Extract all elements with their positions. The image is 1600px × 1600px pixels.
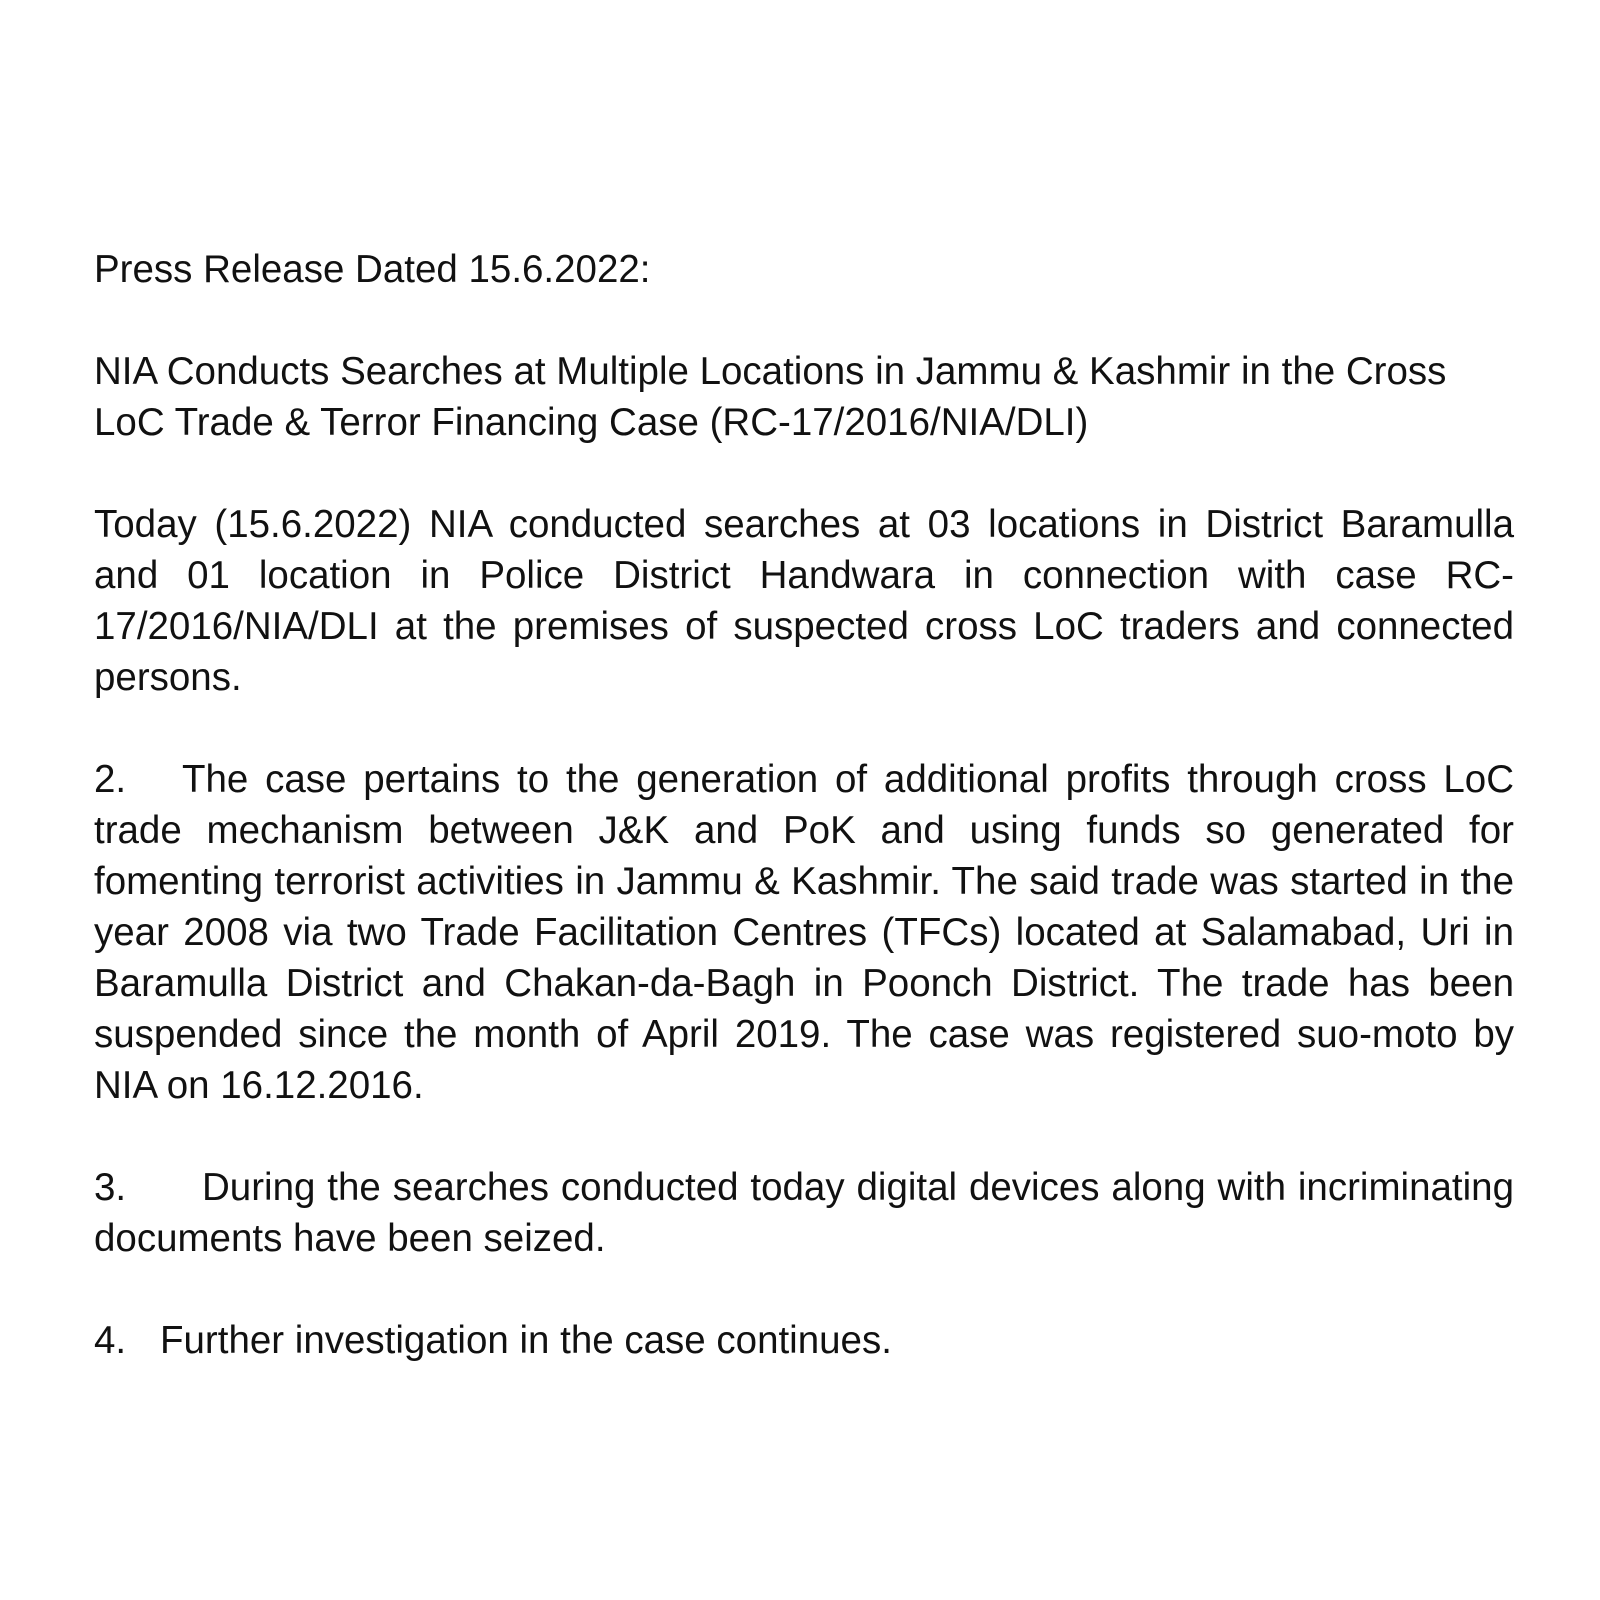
paragraph-4-text: Further investigation in the case continues. [160,1319,892,1362]
paragraph-2-number: 2. [94,758,127,801]
paragraph-3-text: During the searches conducted today digital devices along with incriminating documents have been seized. [94,1166,1514,1260]
intro-paragraph: Today (15.6.2022) NIA conducted searches at 03 locations in District Baramulla and 01 location in Police District Handwara in connection with case RC-17/2016/NIA/DLI at the premises of suspected cross LoC traders and connected persons. [94,503,1514,699]
paragraph-2 [94,754,1514,1111]
paragraph-2-text: The case pertains to the generation of additional profits through cross LoC trade mechanism between J&K and PoK and using funds so generated for fomenting terrorist activities in Jammu & Kashmir. The said trade was started in the year 2008 via two Trade Facilitation Centres (TFCs) located at Salamabad, Uri in Baramulla District and Chakan-da-Bagh in Poonch District. The trade has been suspended since the month of April 2019. The case was registered suo-moto by NIA on 16.12.2016. [94,758,1514,1107]
press-release-date-line: Press Release Dated 15.6.2022: [94,248,651,291]
paragraph-3 [94,1162,1514,1264]
press-release-document [94,244,1514,1366]
paragraph-4-number: 4. [94,1319,127,1362]
paragraph-3-number: 3. [94,1166,127,1209]
paragraph-4 [94,1315,1514,1366]
press-release-headline: NIA Conducts Searches at Multiple Locations in Jammu & Kashmir in the Cross LoC Trade & Terror Financing Case (RC-17/2016/NIA/DLI) [94,350,1447,444]
